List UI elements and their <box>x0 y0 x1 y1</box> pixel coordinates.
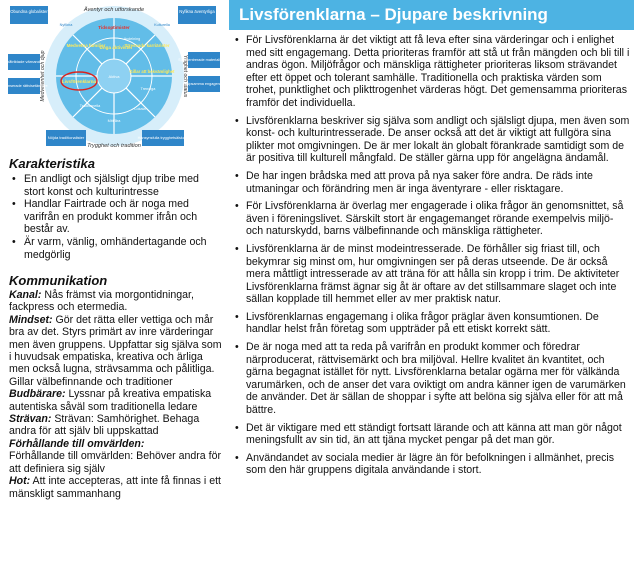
budbarare-text: Lyssnar på kreativa empatiska autentiska såväl som traditionella ledare <box>9 388 212 413</box>
list-item: • Är varm, vänlig, omhändertagande och medgörlig <box>9 236 221 261</box>
kanal-paragraph <box>9 289 222 314</box>
box-label: Självcentrerade materialistiska <box>178 58 230 62</box>
box-label: Balanserade rättvisetänkare <box>0 84 48 88</box>
budbarare-paragraph <box>9 388 222 413</box>
segment-map-diagram <box>0 2 230 150</box>
hot-label: Hot: <box>9 475 31 488</box>
karakteristika-heading: Karakteristika <box>9 156 95 171</box>
axis-label-left: Medvetenhet och djup <box>40 50 46 102</box>
box-label: Nyfikna äventyrliga <box>179 9 215 14</box>
hot-paragraph <box>9 475 222 500</box>
list-item: • Livsförenklarna är de minst modeintresserade. De förhåller sig friast till, och bekymrar sig minst om, hur omgivningen ser på deras utseende. De är också mera måttligt intresserade av att träna för att hålla sin kropp i trim. De aktiviteter Livsförenklarna främst ägnar sig åt är oftare av det stillsammare slaget och inte sällan kopplade till hemmet eller av mer praktisk natur. <box>229 243 632 306</box>
segment-label: Avdelning <box>123 37 141 41</box>
segment-label: Stressade karriärister <box>124 43 170 48</box>
segment-label: Trendiga <box>140 87 156 91</box>
list-item: • De är noga med att ta reda på varifrån en produkt kommer och föredrar närproducerat, rättvisemärkt och bra miljöval. Hellre kvalitet än kvantitet, och gärna begagnat istället för nytt. Livsförenklarna betalar ogärna mer för välkända varumärken, och de anser det vara oviktigt om andra känner igen de varumärken de använder. Det är sällan de shoppar i syfte att belöna sig själva eller för att må bättre. <box>229 341 632 417</box>
stravan-paragraph <box>9 413 222 438</box>
box-label: Obundna globalister <box>10 9 48 14</box>
kommunikation-heading: Kommunikation <box>9 273 108 288</box>
segment-label: Traditionella <box>79 104 101 108</box>
box-label: Nöjda traditionalister <box>47 135 85 140</box>
box-label: Nyfikna <box>59 23 73 27</box>
list-item: • För Livsförenklarna är överlag mer engagerade i olika frågor än genomsnittet, så även i föreningslivet. Särskilt stort är engagemanget rörande exempelvis miljö- och naturskydd, barns välbefinnande och mänskliga rättigheter. <box>229 200 632 238</box>
budbarare-label: Budbärare: <box>9 388 66 401</box>
axis-label-bottom: Trygghet och tradition <box>87 143 141 149</box>
stravan-text: Strävan: Samhörighet. Behaga andra för att själv bli uppskattad <box>9 413 200 438</box>
kommunikation-body <box>9 289 222 500</box>
mindset-paragraph <box>9 314 222 388</box>
segment-label: Lokala <box>134 107 146 111</box>
segment-label: Aktiva <box>108 74 120 79</box>
kanal-label: Kanal: <box>9 289 42 301</box>
box-label: Hänsynsfulla trygghetsälskare <box>137 136 189 140</box>
forhallande-paragraph: Förhållande till omvärlden: Behöver andra för att definiera sig själv <box>9 450 221 475</box>
mindset-text: Gör det rätta eller vettiga och mår bra av det. Styrs primärt av inre värderingar men även gruppens. Uppfattar sig själva som i huvudsak empatiska, kreativa och ärliga men också lugna, strävsamma och pålitliga. Gillar välbefinnande och traditioner <box>9 313 222 388</box>
title-banner <box>229 0 634 30</box>
description-list <box>229 34 632 482</box>
box-label: Inåtriktade värnande <box>5 59 43 64</box>
hot-text: Att inte accepteras, att inte få finnas i ett mänskligt sammanhang <box>9 475 221 500</box>
list-item: • För Livsförenklarna är det viktigt att få leva efter sina värderingar och i enlighet med sitt engagemang. Detta prioriteras framför att stå ut från mängden och bli till i andras ögon. Miljöfrågor och mänskliga rättigheter prioriteras liksom strävandet efter ett öppet och tolerant samhälle. Traditionella och praktiska värden som trohet, punktlighet och plikttrogenhet värderas högt. Det gemensamma prioriteras framför det individuella. <box>229 34 632 110</box>
forhallande-label: Förhållande till omvärlden: <box>9 437 145 450</box>
list-item: • En andligt och själsligt djup tribe med stort konst och kulturintresse <box>9 173 221 198</box>
list-item: • De har ingen brådska med att prova på nya saker före andra. De räds inte utmaningar och förändring men är inga äventyrare - eller risktagare. <box>229 170 632 195</box>
list-item: • Livsförenklarnas engagemang i olika frågor präglar även konsumtionen. De handlar helst från företag som uppträder på ett etiskt korrekt sätt. <box>229 311 632 336</box>
stravan-label: Strävan: <box>9 413 52 426</box>
page-title: Livsförenklarna – Djupare beskrivning <box>239 5 548 24</box>
forhallande-label-line <box>9 438 222 450</box>
left-column <box>0 0 230 571</box>
list-item: • Handlar Fairtrade och är noga med varifrån en produkt kommer ifrån och består av. <box>9 198 221 236</box>
box-label: Hjälpsamma engagerade <box>182 82 226 86</box>
axis-label-top: Äventyr och utforskande <box>83 7 145 13</box>
list-item: • Användandet av sociala medier är lägre än för befolkningen i allmänhet, precis som den här gruppens digitala användande i stort. <box>229 452 632 477</box>
list-item: • Det är viktigare med ett ständigt fortsatt lärande och att känna att man gör något meningsfullt av sin tid, än att tjäna mycket pengar på det man gör. <box>229 422 632 447</box>
list-item: • Livsförenklarna beskriver sig själva som andligt och själsligt djupa, men även som konst- och kulturintresserade. De anser också att det är viktigt att fullgöra sina plikter mot omgivningen. De är mer lokalt än globalt förankrade samtidigt som de är positiva till kulturell mångfald. De ställer gärna upp för angelägna ändamål. <box>229 115 632 165</box>
box-label: Kulturella <box>154 23 170 27</box>
segment-label: Tidsoptimister <box>98 25 130 30</box>
mindset-label: Mindset: <box>9 313 53 326</box>
segment-label: Gillar att bekvämlighet <box>129 69 175 74</box>
segment-label: Mittfåra <box>107 119 121 123</box>
segment-label: Medvetna familjer <box>66 43 106 48</box>
right-column <box>229 0 634 571</box>
kanal-text: Nås främst via morgontidningar, fackpress och etermedia. <box>9 289 194 314</box>
segment-label: Unga aktivister <box>99 45 133 50</box>
karakteristika-list <box>9 173 221 261</box>
axis-label-right: Ytlighet och status <box>182 54 188 98</box>
segment-label-highlighted: Livsförenklarna <box>61 79 97 84</box>
